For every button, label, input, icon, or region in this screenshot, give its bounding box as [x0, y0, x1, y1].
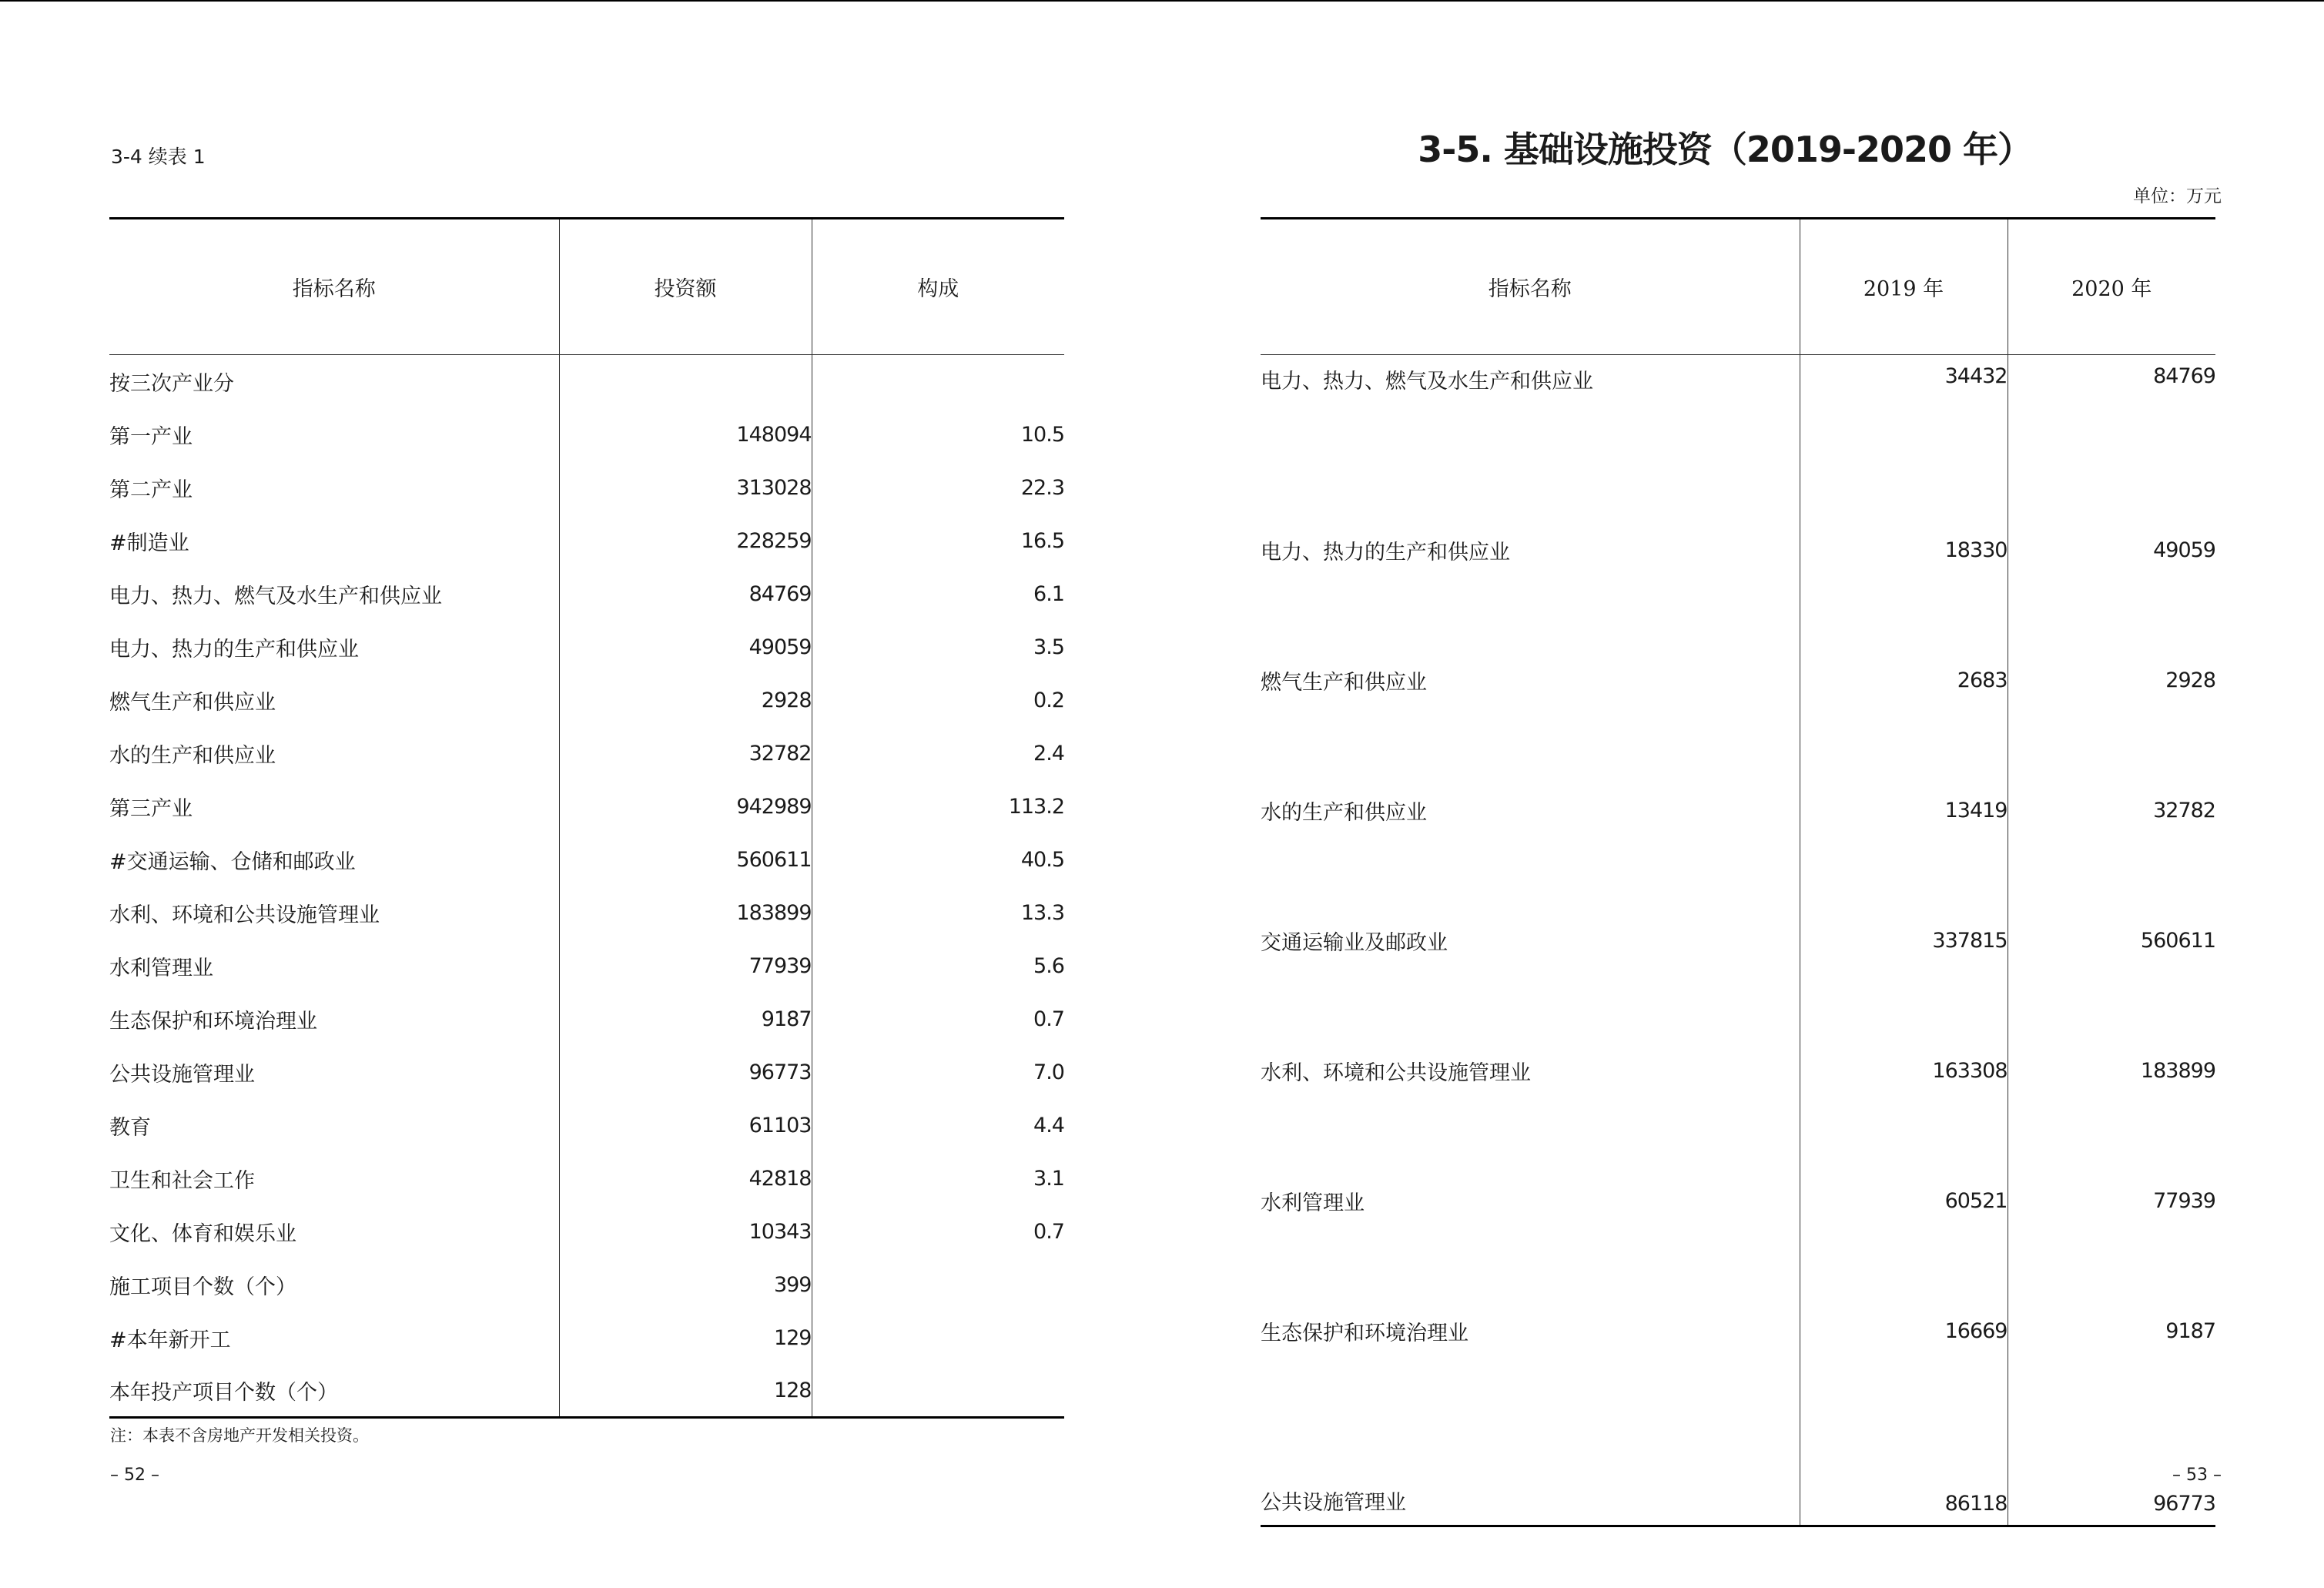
row-share: 6.1 [812, 568, 1064, 621]
row-share: 5.6 [812, 940, 1064, 993]
header-indicator-name: 指标名称 [109, 219, 559, 355]
table-row [109, 568, 1064, 621]
row-label: 水利管理业 [109, 956, 213, 980]
row-value: 77939 [559, 940, 812, 993]
row-label: 第二产业 [109, 477, 193, 502]
row-value: 9187 [559, 993, 812, 1046]
row-share: 3.5 [812, 621, 1064, 674]
page-number-left: – 52 – [110, 1466, 159, 1485]
row-value: 942989 [559, 780, 812, 833]
row-share [812, 1365, 1064, 1418]
row-value: 148094 [559, 408, 812, 461]
investment-table-left [109, 217, 1064, 1419]
row-value: 96773 [559, 1046, 812, 1099]
table-row [109, 355, 1064, 408]
table-row [109, 727, 1064, 780]
row-label: 按三次产业分 [109, 371, 234, 396]
row-label: 电力、热力、燃气及水生产和供应业 [109, 584, 442, 608]
row-label: 水利管理业 [1261, 1191, 1365, 1215]
row-share: 4.4 [812, 1099, 1064, 1152]
table-row [1261, 485, 2215, 615]
row-2020: 49059 [2008, 485, 2215, 615]
table-row [109, 1099, 1064, 1152]
row-label: 卫生和社会工作 [109, 1168, 255, 1193]
row-2019: 86118 [1800, 1396, 2008, 1526]
table-row [1261, 1006, 2215, 1136]
row-2019: 2683 [1800, 615, 2008, 745]
row-label: 水利、环境和公共设施管理业 [1261, 1060, 1531, 1085]
row-label: 公共设施管理业 [109, 1062, 255, 1087]
row-share: 13.3 [812, 886, 1064, 940]
row-label: 本年投产项目个数（个） [109, 1365, 559, 1418]
table-row [109, 833, 1064, 886]
table-row [1261, 1266, 2215, 1396]
row-share: 0.2 [812, 674, 1064, 727]
table-row [1261, 615, 2215, 745]
row-2019: 163308 [1800, 1006, 2008, 1136]
row-share [812, 1258, 1064, 1312]
table-row [109, 940, 1064, 993]
table-row [109, 1046, 1064, 1099]
header-year-2019: 2019 年 [1800, 219, 2008, 355]
row-label: 生态保护和环境治理业 [109, 1009, 317, 1034]
row-value: 49059 [559, 621, 812, 674]
row-share: 40.5 [812, 833, 1064, 886]
row-label: 电力、热力的生产和供应业 [109, 637, 359, 662]
table-caption: 3-4 续表 1 [111, 146, 206, 168]
row-2020: 77939 [2008, 1136, 2215, 1266]
row-label: 生态保护和环境治理业 [1261, 1321, 1468, 1345]
header-row [109, 219, 1064, 355]
row-value [559, 355, 812, 408]
row-label: 教育 [109, 1115, 151, 1140]
row-share: 16.5 [812, 514, 1064, 568]
row-value: 560611 [559, 833, 812, 886]
table-row [109, 780, 1064, 833]
row-value: 129 [559, 1312, 812, 1365]
row-value: 42818 [559, 1152, 812, 1205]
row-value: 32782 [559, 727, 812, 780]
row-value: 183899 [559, 886, 812, 940]
row-value: 128 [559, 1365, 812, 1418]
row-value: 228259 [559, 514, 812, 568]
table-row [109, 621, 1064, 674]
table-row [109, 408, 1064, 461]
row-2019: 16669 [1800, 1266, 2008, 1396]
table-row [109, 674, 1064, 727]
row-2020: 183899 [2008, 1006, 2215, 1136]
header-investment: 投资额 [559, 219, 812, 355]
header-row [1261, 219, 2215, 355]
row-2019: 34432 [1800, 355, 2008, 485]
row-2019: 60521 [1800, 1136, 2008, 1266]
infrastructure-table [1261, 217, 2215, 1527]
row-label: #交通运输、仓储和邮政业 [109, 849, 356, 874]
right-page [1162, 0, 2324, 1588]
table-row [1261, 1136, 2215, 1266]
table-row [1261, 876, 2215, 1006]
row-2019: 13419 [1800, 745, 2008, 876]
row-share: 2.4 [812, 727, 1064, 780]
page-number-right: – 53 – [2172, 1466, 2222, 1485]
table-row [109, 1365, 1064, 1418]
row-value: 84769 [559, 568, 812, 621]
table-row [109, 1312, 1064, 1365]
row-value: 399 [559, 1258, 812, 1312]
row-label: 燃气生产和供应业 [1261, 670, 1427, 695]
row-label: 公共设施管理业 [1261, 1396, 1800, 1526]
header-share: 构成 [812, 219, 1064, 355]
row-label: #本年新开工 [109, 1328, 231, 1352]
row-2020: 9187 [2008, 1266, 2215, 1396]
page-title: 3-5. 基础设施投资（2019-2020 年） [1418, 129, 2032, 170]
row-share: 10.5 [812, 408, 1064, 461]
table-row [109, 514, 1064, 568]
table-row [1261, 745, 2215, 876]
row-value: 2928 [559, 674, 812, 727]
table-note: 注：本表不含房地产开发相关投资。 [110, 1426, 369, 1445]
row-label: 第三产业 [109, 796, 193, 821]
table-row [109, 1205, 1064, 1258]
row-2020: 32782 [2008, 745, 2215, 876]
table-row [109, 1258, 1064, 1312]
row-share: 22.3 [812, 461, 1064, 514]
row-label: 施工项目个数（个） [109, 1275, 296, 1299]
table-row [109, 461, 1064, 514]
row-label: 文化、体育和娱乐业 [109, 1221, 296, 1246]
header-year-2020: 2020 年 [2008, 219, 2215, 355]
row-label: #制造业 [109, 531, 189, 555]
unit-label: 单位：万元 [2133, 186, 2222, 206]
header-indicator-name: 指标名称 [1261, 219, 1800, 355]
row-label: 水利、环境和公共设施管理业 [109, 903, 380, 927]
row-label: 交通运输业及邮政业 [1261, 930, 1448, 955]
row-2019: 337815 [1800, 876, 2008, 1006]
row-label: 水的生产和供应业 [1261, 800, 1427, 825]
row-share: 113.2 [812, 780, 1064, 833]
table-row [109, 1152, 1064, 1205]
row-share [812, 1312, 1064, 1365]
row-label: 燃气生产和供应业 [109, 690, 276, 715]
row-label: 电力、热力的生产和供应业 [1261, 540, 1510, 565]
row-2019: 18330 [1800, 485, 2008, 615]
row-2020: 84769 [2008, 355, 2215, 485]
row-share: 0.7 [812, 1205, 1064, 1258]
row-value: 10343 [559, 1205, 812, 1258]
row-2020: 2928 [2008, 615, 2215, 745]
row-2020: 96773 [2008, 1396, 2215, 1526]
row-share: 3.1 [812, 1152, 1064, 1205]
table-row [109, 886, 1064, 940]
row-2020: 560611 [2008, 876, 2215, 1006]
row-share [812, 355, 1064, 408]
row-value: 61103 [559, 1099, 812, 1152]
row-label: 电力、热力、燃气及水生产和供应业 [1261, 370, 1593, 394]
row-label: 水的生产和供应业 [109, 743, 276, 768]
table-row [109, 993, 1064, 1046]
table-row [1261, 1396, 2215, 1526]
table-row [1261, 355, 2215, 485]
row-share: 0.7 [812, 993, 1064, 1046]
row-share: 7.0 [812, 1046, 1064, 1099]
row-label: 第一产业 [109, 424, 193, 449]
row-value: 313028 [559, 461, 812, 514]
